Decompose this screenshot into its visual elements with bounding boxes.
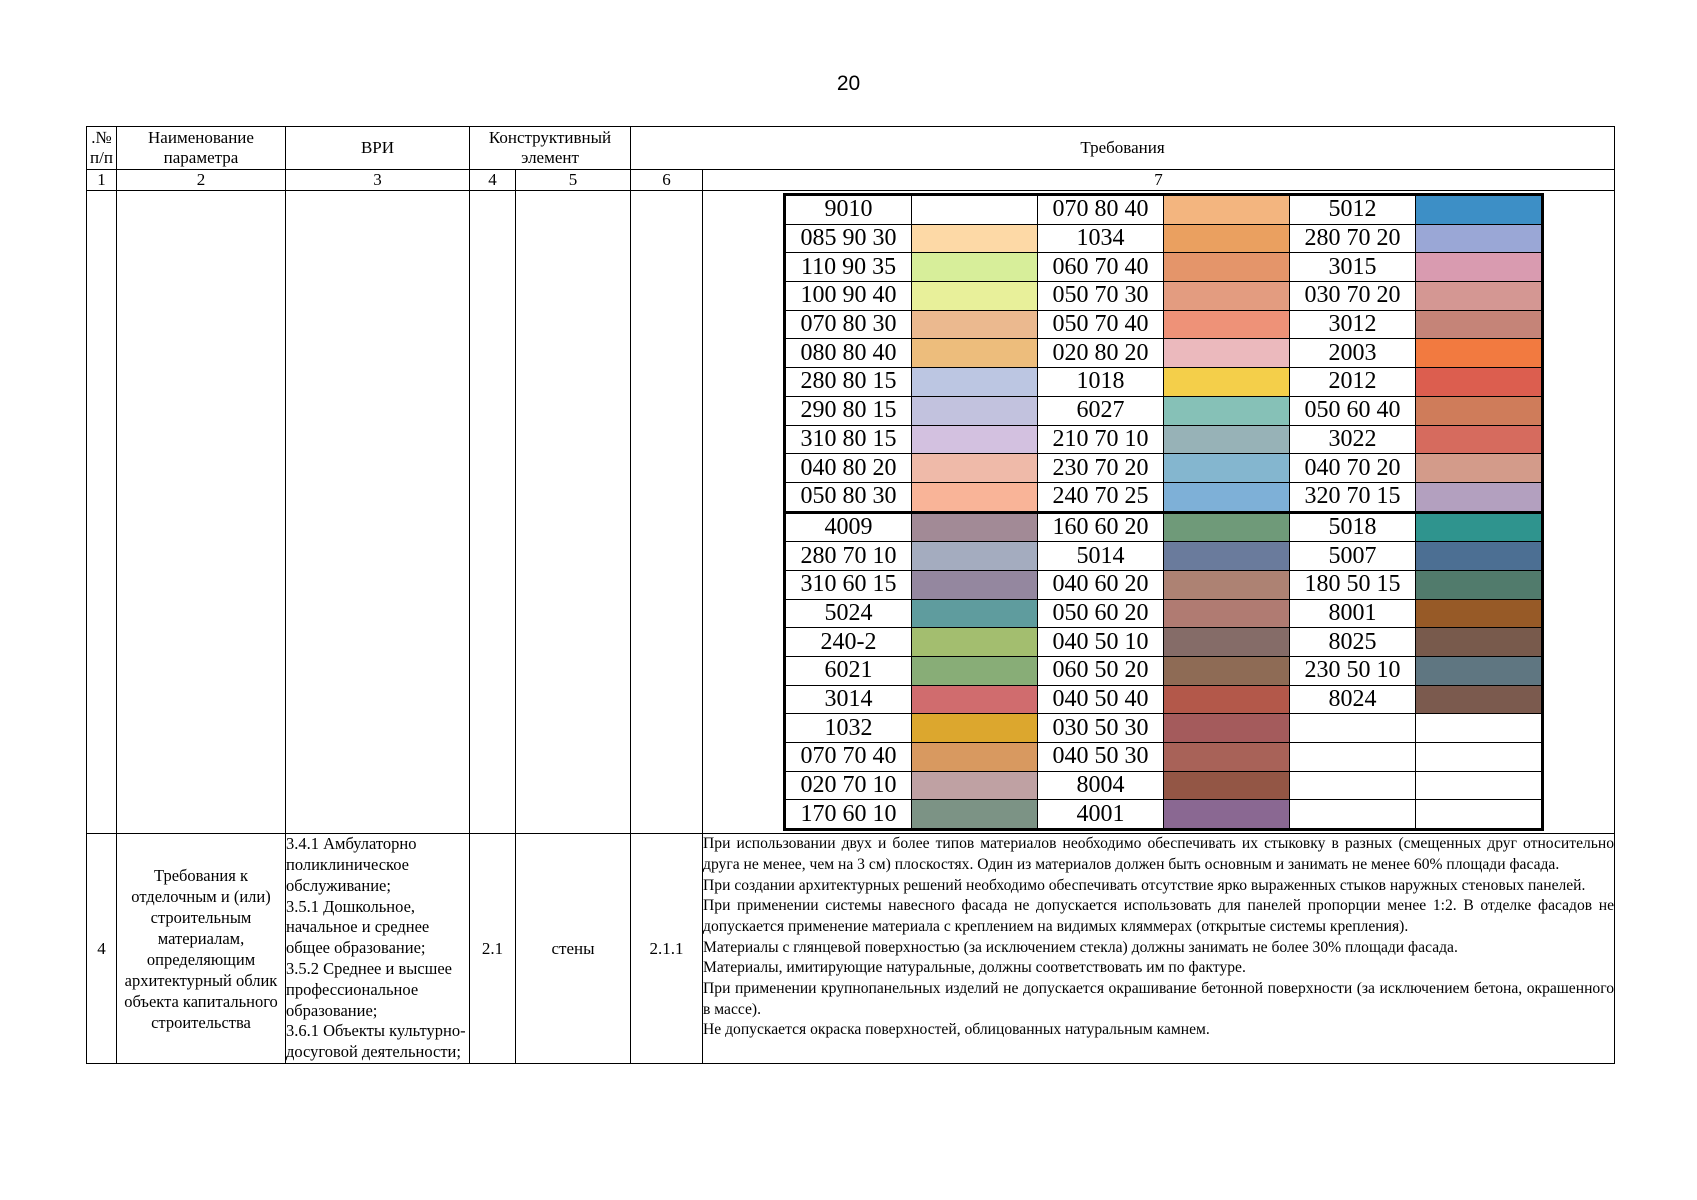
column-number: 5	[516, 170, 631, 191]
requirement-paragraph: Материалы с глянцевой поверхностью (за исключением стекла) должны занимать не более 30% площади фасада.	[703, 938, 1458, 956]
vri-item: 3.6.1 Объекты культурно-досуговой деятельности;	[286, 1021, 466, 1062]
color-swatch	[1164, 800, 1290, 830]
color-code: 040 50 40	[1038, 685, 1164, 714]
color-code	[1290, 800, 1416, 830]
color-code: 4009	[785, 512, 912, 542]
palette-row-item	[785, 282, 1543, 311]
color-code: 100 90 40	[785, 282, 912, 311]
color-code: 160 60 20	[1038, 512, 1164, 542]
requirements-text	[703, 834, 1615, 1064]
color-code: 6027	[1038, 396, 1164, 425]
color-swatch	[1164, 253, 1290, 282]
empty-cell	[631, 191, 703, 834]
color-code: 070 80 40	[1038, 195, 1164, 225]
palette-row-item	[785, 339, 1543, 368]
color-code: 3015	[1290, 253, 1416, 282]
requirements-table	[86, 126, 1615, 1064]
color-swatch	[1164, 454, 1290, 483]
element-subcode: 2.1.1	[631, 834, 703, 1064]
palette-row-item	[785, 482, 1543, 512]
color-swatch	[1416, 570, 1543, 599]
color-code: 050 70 40	[1038, 310, 1164, 339]
color-code: 240 70 25	[1038, 482, 1164, 512]
color-code	[1290, 743, 1416, 772]
column-number: 6	[631, 170, 703, 191]
color-code: 210 70 10	[1038, 425, 1164, 454]
color-swatch	[1416, 800, 1543, 830]
palette-row-item	[785, 310, 1543, 339]
vri-item: 3.4.1 Амбулаторно поликлиническое обслуживание;	[286, 834, 417, 895]
color-swatch	[1164, 512, 1290, 542]
color-code: 060 50 20	[1038, 657, 1164, 686]
color-swatch	[1164, 685, 1290, 714]
color-swatch	[1416, 425, 1543, 454]
color-swatch	[1416, 685, 1543, 714]
color-code: 050 60 20	[1038, 599, 1164, 628]
requirement-paragraph: При создании архитектурных решений необходимо обеспечивать отсутствие ярко выраженных стыков наружных стеновых панелей.	[703, 876, 1586, 894]
color-swatch	[912, 800, 1038, 830]
column-number-row	[87, 170, 1615, 191]
color-swatch	[912, 599, 1038, 628]
palette-row	[87, 191, 1615, 834]
color-code: 280 80 15	[785, 368, 912, 397]
color-code: 230 70 20	[1038, 454, 1164, 483]
palette-row-item	[785, 743, 1543, 772]
color-swatch	[1416, 224, 1543, 253]
color-swatch	[1416, 512, 1543, 542]
color-swatch	[1416, 396, 1543, 425]
palette-row-item	[785, 685, 1543, 714]
color-code: 040 50 10	[1038, 628, 1164, 657]
color-swatch	[1416, 771, 1543, 800]
element-name: стены	[516, 834, 631, 1064]
color-code: 310 80 15	[785, 425, 912, 454]
color-code: 085 90 30	[785, 224, 912, 253]
empty-cell	[286, 191, 470, 834]
empty-cell	[87, 191, 117, 834]
palette-row-item	[785, 425, 1543, 454]
palette-row-item	[785, 628, 1543, 657]
palette-row-item	[785, 714, 1543, 743]
table-row	[87, 834, 1615, 1064]
color-swatch	[1416, 542, 1543, 571]
color-swatch	[912, 224, 1038, 253]
color-swatch	[912, 570, 1038, 599]
vri-item: 3.5.1 Дошкольное, начальное и среднее общее образование;	[286, 896, 430, 958]
color-swatch	[1416, 368, 1543, 397]
empty-cell	[516, 191, 631, 834]
vri-item: 3.5.2 Среднее и высшее профессиональное образование;	[286, 958, 452, 1020]
color-code: 320 70 15	[1290, 482, 1416, 512]
palette-row-item	[785, 253, 1543, 282]
empty-cell	[470, 191, 516, 834]
color-code: 080 80 40	[785, 339, 912, 368]
color-code: 2012	[1290, 368, 1416, 397]
palette-row-item	[785, 542, 1543, 571]
header-param: Наименование параметра	[117, 127, 286, 170]
color-swatch	[912, 771, 1038, 800]
color-code: 030 70 20	[1290, 282, 1416, 311]
color-code: 170 60 10	[785, 800, 912, 830]
color-swatch	[912, 195, 1038, 225]
color-swatch	[912, 657, 1038, 686]
header-requirements: Требования	[631, 127, 1615, 170]
color-swatch	[1164, 599, 1290, 628]
header-element: Конструктивный элемент	[470, 127, 631, 170]
column-number: 2	[117, 170, 286, 191]
color-swatch	[912, 396, 1038, 425]
color-swatch	[1416, 339, 1543, 368]
color-code: 040 70 20	[1290, 454, 1416, 483]
color-code: 4001	[1038, 800, 1164, 830]
palette-row-item	[785, 224, 1543, 253]
color-code: 050 70 30	[1038, 282, 1164, 311]
color-code: 2003	[1290, 339, 1416, 368]
color-swatch	[1416, 714, 1543, 743]
color-swatch	[912, 425, 1038, 454]
color-code: 020 70 10	[785, 771, 912, 800]
color-swatch	[1416, 599, 1543, 628]
color-code: 040 60 20	[1038, 570, 1164, 599]
color-swatch	[1164, 425, 1290, 454]
color-swatch	[1416, 743, 1543, 772]
color-swatch	[912, 628, 1038, 657]
color-swatch	[912, 482, 1038, 512]
palette-row-item	[785, 195, 1543, 225]
color-code: 9010	[785, 195, 912, 225]
column-number: 1	[87, 170, 117, 191]
color-swatch	[1164, 368, 1290, 397]
color-swatch	[912, 512, 1038, 542]
color-code: 230 50 10	[1290, 657, 1416, 686]
color-code: 070 80 30	[785, 310, 912, 339]
color-swatch	[1164, 771, 1290, 800]
color-swatch	[1164, 657, 1290, 686]
color-code: 050 60 40	[1290, 396, 1416, 425]
color-code: 280 70 20	[1290, 224, 1416, 253]
vri-list	[286, 834, 470, 1064]
color-swatch	[912, 253, 1038, 282]
element-code: 2.1	[470, 834, 516, 1064]
requirement-paragraph: При применении крупнопанельных изделий не допускается окрашивание бетонной поверхности (за исключением бетона, окрашенного в массе).	[703, 980, 1615, 1018]
header-num: .№ п/п	[87, 127, 117, 170]
color-code: 5012	[1290, 195, 1416, 225]
palette-row-item	[785, 599, 1543, 628]
color-swatch	[1416, 628, 1543, 657]
color-code: 8004	[1038, 771, 1164, 800]
column-number: 4	[470, 170, 516, 191]
color-swatch	[912, 685, 1038, 714]
color-code: 5007	[1290, 542, 1416, 571]
page-number: 20	[836, 72, 861, 95]
palette-cell	[703, 191, 1615, 834]
color-code: 5024	[785, 599, 912, 628]
color-swatch	[1416, 310, 1543, 339]
color-code: 020 80 20	[1038, 339, 1164, 368]
color-swatch	[1164, 339, 1290, 368]
palette-row-item	[785, 570, 1543, 599]
color-swatch	[912, 743, 1038, 772]
color-swatch	[1416, 657, 1543, 686]
palette-row-item	[785, 396, 1543, 425]
header-row	[87, 127, 1615, 170]
color-code: 040 80 20	[785, 454, 912, 483]
color-code: 6021	[785, 657, 912, 686]
color-code: 240-2	[785, 628, 912, 657]
color-swatch	[1164, 714, 1290, 743]
color-code: 290 80 15	[785, 396, 912, 425]
color-code: 050 80 30	[785, 482, 912, 512]
color-code: 040 50 30	[1038, 743, 1164, 772]
color-swatch	[1164, 195, 1290, 225]
color-swatch	[1164, 542, 1290, 571]
color-code: 3014	[785, 685, 912, 714]
color-swatch	[1416, 253, 1543, 282]
requirement-paragraph: Не допускается окраска поверхностей, облицованных натуральным камнем.	[703, 1021, 1210, 1039]
column-number: 3	[286, 170, 470, 191]
color-swatch	[912, 339, 1038, 368]
palette-row-item	[785, 800, 1543, 830]
requirement-paragraph: При применении системы навесного фасада не допускается использовать для панелей пропорции менее 1:2. В отделке фасадов не допускается применение материала с креплением на видимых кляммерах (открытые системы крепления).	[703, 897, 1615, 935]
color-swatch	[1164, 482, 1290, 512]
color-code	[1290, 714, 1416, 743]
palette-row-item	[785, 454, 1543, 483]
column-number: 7	[703, 170, 1615, 191]
color-code: 8001	[1290, 599, 1416, 628]
color-code: 8024	[1290, 685, 1416, 714]
color-code: 1018	[1038, 368, 1164, 397]
color-swatch	[912, 368, 1038, 397]
color-code: 180 50 15	[1290, 570, 1416, 599]
color-palette-table	[783, 193, 1544, 831]
parameter-name: Требования к отделочным и (или) строительным материалам, определяющим архитектурный облик объекта капитального строительства	[117, 834, 286, 1064]
color-swatch	[1164, 282, 1290, 311]
color-swatch	[1164, 743, 1290, 772]
color-code: 1034	[1038, 224, 1164, 253]
color-swatch	[1416, 454, 1543, 483]
color-swatch	[912, 454, 1038, 483]
color-code: 280 70 10	[785, 542, 912, 571]
palette-row-item	[785, 657, 1543, 686]
color-swatch	[912, 542, 1038, 571]
color-code: 110 90 35	[785, 253, 912, 282]
color-swatch	[1164, 396, 1290, 425]
header-vri: ВРИ	[286, 127, 470, 170]
color-swatch	[1164, 224, 1290, 253]
color-swatch	[912, 310, 1038, 339]
color-swatch	[1416, 195, 1543, 225]
row-number: 4	[87, 834, 117, 1064]
color-code: 1032	[785, 714, 912, 743]
color-code: 8025	[1290, 628, 1416, 657]
color-swatch	[1164, 628, 1290, 657]
color-code: 5018	[1290, 512, 1416, 542]
requirement-paragraph: Материалы, имитирующие натуральные, должны соответствовать им по фактуре.	[703, 959, 1246, 977]
requirement-paragraph: При использовании двух и более типов материалов необходимо обеспечивать их стыковку в разных (смещенных друг относительно друга не менее, чем на 3 см) плоскостях. Один из материалов должен быть основным и занимать не менее 60% площади фасада.	[703, 835, 1615, 873]
color-code: 310 60 15	[785, 570, 912, 599]
color-swatch	[912, 714, 1038, 743]
color-swatch	[1416, 282, 1543, 311]
color-code: 5014	[1038, 542, 1164, 571]
color-code: 060 70 40	[1038, 253, 1164, 282]
palette-row-item	[785, 771, 1543, 800]
color-swatch	[912, 282, 1038, 311]
color-code	[1290, 771, 1416, 800]
palette-row-item	[785, 368, 1543, 397]
color-code: 030 50 30	[1038, 714, 1164, 743]
palette-row-item	[785, 512, 1543, 542]
color-swatch	[1164, 570, 1290, 599]
color-code: 3012	[1290, 310, 1416, 339]
color-swatch	[1164, 310, 1290, 339]
empty-cell	[117, 191, 286, 834]
color-code: 070 70 40	[785, 743, 912, 772]
color-swatch	[1416, 482, 1543, 512]
color-code: 3022	[1290, 425, 1416, 454]
